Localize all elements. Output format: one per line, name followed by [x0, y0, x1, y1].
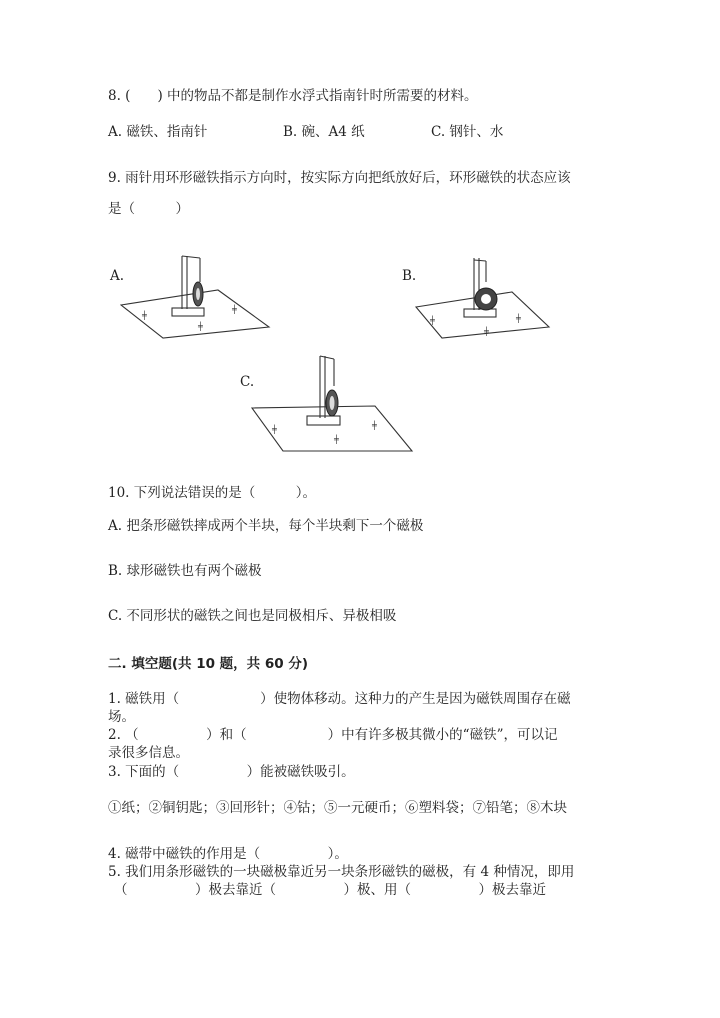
- stand-base-b: [464, 309, 496, 317]
- q8-stem: 8. ( ) 中的物品不都是制作水浮式指南针时所需要的材料。: [108, 88, 478, 104]
- fill-q2-line2: 录很多信息。: [108, 745, 189, 761]
- q8-option-c: C. 钢针、水: [431, 124, 504, 140]
- stand-base-a: [172, 308, 204, 316]
- q9-figure-c: [250, 352, 420, 457]
- svg-text:╪: ╪: [516, 314, 521, 323]
- fill-q4: 4. 磁带中磁铁的作用是（ ）。: [108, 846, 348, 862]
- fill-q1-line2: 场。: [108, 709, 135, 725]
- fill-q2-line1: 2. （ ）和（ ）中有许多极其微小的“磁铁”，可以记: [108, 727, 558, 743]
- q8-option-a: A. 磁铁、指南针: [108, 124, 208, 140]
- q10-stem: 10. 下列说法错误的是（ ）。: [108, 485, 317, 501]
- q9-figure-a: [120, 252, 280, 342]
- fill-q1-line1: 1. 磁铁用（ ）使物体移动。这种力的产生是因为磁铁周围存在磁: [108, 691, 571, 707]
- fill-q5-line2: （ ）极去靠近（ ）极、用（ ）极去靠近: [114, 882, 546, 898]
- section2-title: 二. 填空题(共 10 题，共 60 分): [108, 656, 309, 672]
- fill-q5-line1: 5. 我们用条形磁铁的一块磁极靠近另一块条形磁铁的磁极，有 4 种情况，即用: [108, 864, 575, 880]
- q9-figure-b-label: B.: [402, 268, 417, 284]
- fill-q3: 3. 下面的（ ）能被磁铁吸引。: [108, 764, 355, 780]
- q9-stem-line2: 是（ ）: [108, 201, 189, 217]
- svg-text:╪: ╪: [484, 327, 489, 336]
- q9-figure-a-label: A.: [110, 268, 125, 284]
- q8-option-b: B. 碗、A4 纸: [283, 124, 365, 140]
- stand-base-c: [307, 416, 340, 425]
- q10-option-c: C. 不同形状的磁铁之间也是同极相斥、异极相吸: [108, 608, 397, 624]
- svg-text:╪: ╪: [232, 305, 237, 314]
- q10-option-b: B. 球形磁铁也有两个磁极: [108, 563, 262, 579]
- q10-option-a: A. 把条形磁铁摔成两个半块，每个半块剩下一个磁极: [108, 518, 424, 534]
- svg-text:╪: ╪: [198, 322, 203, 331]
- svg-text:╪: ╪: [142, 311, 147, 320]
- svg-text:╪: ╪: [272, 425, 277, 434]
- q9-figure-c-label: C.: [240, 374, 255, 390]
- svg-text:╪: ╪: [372, 421, 377, 430]
- fill-q3-items: ①纸；②铜钥匙；③回形针；④钴；⑤一元硬币；⑥塑料袋；⑦铅笔；⑧木块: [108, 800, 567, 816]
- q9-figure-b: [414, 252, 554, 342]
- svg-text:╪: ╪: [430, 316, 435, 325]
- svg-text:╪: ╪: [334, 435, 339, 444]
- q9-stem-line1: 9. 雨针用环形磁铁指示方向时，按实际方向把纸放好后，环形磁铁的状态应该: [108, 170, 571, 186]
